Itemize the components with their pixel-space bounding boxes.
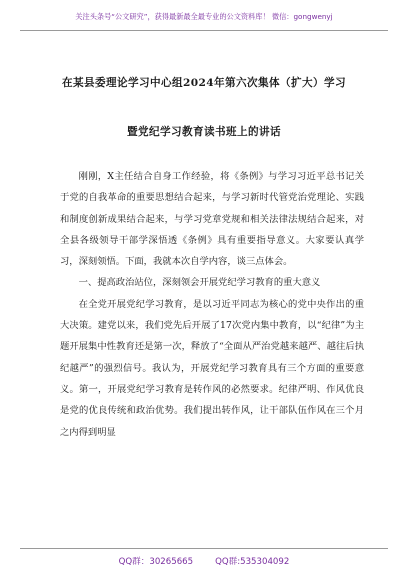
section-heading: 一、提高政治站位，深刻领会开展党纪学习教育的重大意义 xyxy=(78,277,321,289)
document-body xyxy=(60,166,364,443)
footer-qq-group-1: QQ群：30265665 xyxy=(118,557,194,567)
document-title-line-1: 在某县委理论学习中心组2024年第六次集体（扩大）学习 xyxy=(62,77,346,89)
document-title-line-2: 暨党纪学习教育读书班上的讲话 xyxy=(127,126,281,138)
footer-qq-group-2: QQ群:535304092 xyxy=(215,557,290,567)
body-paragraph: 在全党开展党纪学习教育，是以习近平同志为核心的党中央作出的重大决策。建党以来，我们党先后开展了17次党内集中教育，以“纪律”为主题开展集中性教育还是第一次，释放了“全面从严治党越来越严、越往后执纪越严”的强烈信号。我认为，开展党纪学习教育具有三个方面的重要意义。第一，开展党纪学习教育是转作风的必然要求。纪律严明、作风优良是党的优良传统和政治优势。我们提出转作风，让干部队伍作风在三个月之内得到明显 xyxy=(60,298,364,438)
footer-banner xyxy=(20,548,388,567)
body-paragraph: 刚刚，X主任结合自身工作经验，将《条例》与学习习近平总书记关于党的自我革命的重要思想结合起来，与学习新时代管党治党理论、实践和制度创新成果结合起来，与学习党章党规和相关法律法规结合起来，对全县各级领导干部学深悟透《条例》具有重要指导意义。大家要认真学习，深刻领悟。下面，我就本次自学内容，谈三点体会。 xyxy=(60,171,364,268)
header-banner: 关注头条号“公文研究”，获得最新最全最专业的公文资料库！ 微信：gongwenyj xyxy=(20,12,388,31)
